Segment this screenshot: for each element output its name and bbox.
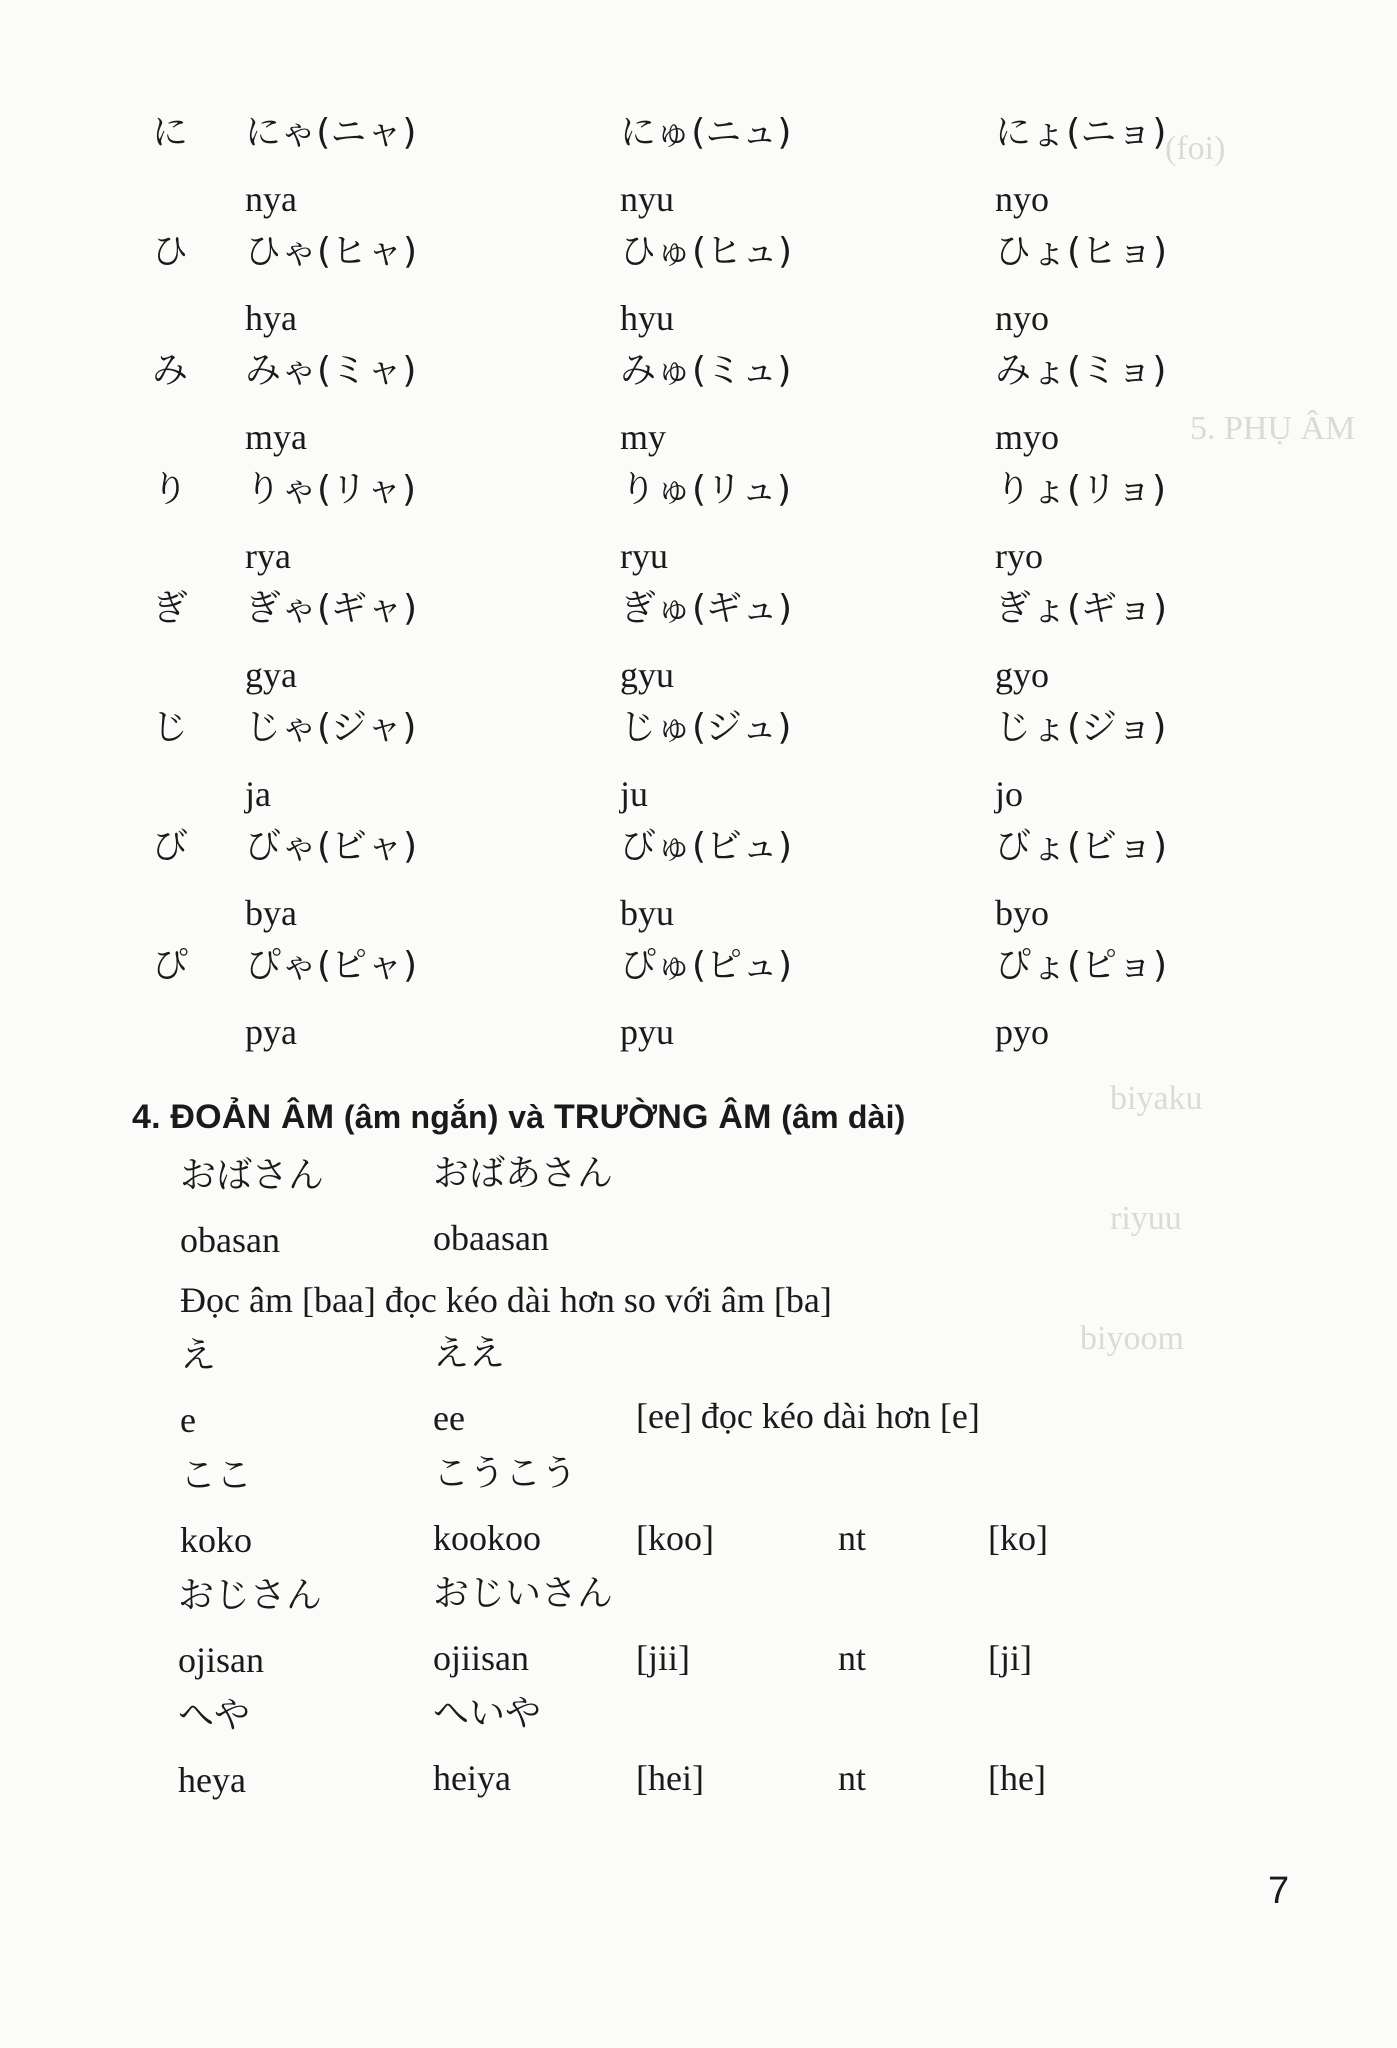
show-through-text: 5. PHỤ ÂM (1190, 410, 1356, 447)
base-kana: ぎ (152, 588, 189, 629)
combo-kana-u: にゅ(ニュ) (620, 112, 792, 153)
base-kana: じ (152, 707, 189, 748)
heading-long-vowel: TRƯỜNG ÂM (553, 1098, 772, 1136)
show-through-text: biyaku (1110, 1080, 1203, 1117)
combo-kana-o: りょ(リョ) (995, 469, 1167, 510)
base-kana: ぴ (152, 945, 189, 986)
example-long-romaji: heiya (433, 1758, 511, 1798)
combo-kana-u: びゅ(ビュ) (620, 826, 793, 867)
page-number: 7 (1268, 1870, 1290, 1912)
example-short-kana: へや (178, 1695, 251, 1736)
combo-romaji-u: my (620, 417, 667, 457)
example-short-romaji: obasan (180, 1220, 280, 1260)
show-through-text: (foi) (1165, 130, 1226, 167)
heading-and: và (508, 1099, 545, 1135)
combo-kana-a: ぎゃ(ギャ) (245, 588, 418, 629)
combo-romaji-o: pyo (995, 1012, 1049, 1052)
combo-romaji-o: jo (995, 774, 1024, 814)
section-heading (132, 1098, 906, 1137)
base-kana: み (152, 350, 189, 391)
combo-romaji-a: pya (245, 1012, 297, 1052)
example-short-kana: おじさん (178, 1575, 323, 1616)
example-long-kana: おばあさん (433, 1153, 614, 1194)
heading-number: 4. (132, 1098, 161, 1136)
base-kana: び (152, 826, 189, 867)
combo-kana-a: ひゃ(ヒャ) (245, 231, 418, 272)
combo-romaji-u: byu (620, 893, 674, 933)
combo-romaji-o: ryo (995, 536, 1043, 576)
combo-romaji-a: hya (245, 298, 297, 338)
combo-kana-a: りゃ(リャ) (245, 469, 417, 510)
example-short-kana: ここ (180, 1455, 253, 1496)
example-short-romaji: e (180, 1400, 196, 1440)
oji-long-sound: [jii] (636, 1638, 690, 1678)
combo-romaji-u: hyu (620, 298, 674, 338)
example-short-romaji: heya (178, 1760, 246, 1800)
combo-kana-u: みゅ(ミュ) (620, 350, 792, 391)
heya-long-sound: [hei] (636, 1758, 704, 1798)
combo-romaji-a: mya (245, 417, 307, 457)
koko-long-sound: [koo] (636, 1518, 714, 1558)
example-long-kana: ええ (433, 1333, 506, 1374)
example-long-romaji: ojiisan (433, 1638, 529, 1678)
combo-kana-a: みゃ(ミャ) (245, 350, 417, 391)
base-kana: り (152, 469, 189, 510)
combo-kana-u: じゅ(ジュ) (620, 707, 792, 748)
heya-short-sound: [he] (988, 1758, 1046, 1798)
combo-kana-a: びゃ(ビャ) (245, 826, 418, 867)
example-long-romaji: ee (433, 1398, 465, 1438)
koko-nt: nt (838, 1518, 867, 1558)
combo-kana-a: ぴゃ(ピャ) (245, 945, 418, 986)
combo-romaji-o: nyo (995, 298, 1049, 338)
combo-kana-u: りゅ(リュ) (620, 469, 792, 510)
combo-romaji-a: ja (245, 774, 271, 814)
combo-kana-o: にょ(ニョ) (995, 112, 1167, 153)
combo-kana-u: ぴゅ(ピュ) (620, 945, 793, 986)
combo-kana-o: びょ(ビョ) (995, 826, 1168, 867)
combo-romaji-o: byo (995, 893, 1049, 933)
combo-romaji-u: ju (620, 774, 649, 814)
combo-kana-o: みょ(ミョ) (995, 350, 1167, 391)
heya-nt: nt (838, 1758, 867, 1798)
oji-short-sound: [ji] (988, 1638, 1032, 1678)
example-short-kana: おばさん (180, 1155, 325, 1196)
example-long-kana: おじいさん (433, 1573, 614, 1614)
combo-kana-o: ひょ(ヒョ) (995, 231, 1168, 272)
combo-romaji-o: myo (995, 417, 1060, 457)
example-short-kana: え (180, 1335, 217, 1376)
example-long-romaji: obaasan (433, 1218, 549, 1258)
heading-short-note: (âm ngắn) (343, 1099, 499, 1135)
combo-kana-o: ぎょ(ギョ) (995, 588, 1168, 629)
heading-long-note: (âm dài) (781, 1099, 906, 1135)
show-through-text: riyuu (1110, 1200, 1182, 1237)
example-short-romaji: koko (180, 1520, 252, 1560)
example-long-romaji: kookoo (433, 1518, 541, 1558)
base-kana: ひ (152, 231, 189, 272)
combo-romaji-a: nya (245, 179, 297, 219)
obaasan-explanation: Đọc âm [baa] đọc kéo dài hơn so với âm [ba] (180, 1280, 832, 1320)
base-kana: に (152, 112, 189, 153)
example-long-kana: こうこう (433, 1453, 578, 1494)
oji-nt: nt (838, 1638, 867, 1678)
example-short-romaji: ojisan (178, 1640, 264, 1680)
combo-romaji-u: gyu (620, 655, 674, 695)
combo-romaji-a: bya (245, 893, 297, 933)
ee-explanation: [ee] đọc kéo dài hơn [e] (636, 1396, 980, 1436)
combo-kana-o: ぴょ(ピョ) (995, 945, 1168, 986)
show-through-text: biyoom (1080, 1320, 1184, 1357)
combo-kana-a: じゃ(ジャ) (245, 707, 417, 748)
combo-romaji-o: gyo (995, 655, 1049, 695)
heading-short-vowel: ĐOẢN ÂM (170, 1098, 335, 1136)
example-long-kana: へいや (433, 1693, 542, 1734)
combo-romaji-a: rya (245, 536, 291, 576)
combo-romaji-o: nyo (995, 179, 1049, 219)
combo-romaji-u: ryu (620, 536, 668, 576)
combo-romaji-u: nyu (620, 179, 674, 219)
combo-kana-u: ひゅ(ヒュ) (620, 231, 793, 272)
combo-kana-o: じょ(ジョ) (995, 707, 1167, 748)
combo-kana-u: ぎゅ(ギュ) (620, 588, 793, 629)
combo-kana-a: にゃ(ニャ) (245, 112, 417, 153)
combo-romaji-u: pyu (620, 1012, 674, 1052)
combo-romaji-a: gya (245, 655, 297, 695)
koko-short-sound: [ko] (988, 1518, 1048, 1558)
